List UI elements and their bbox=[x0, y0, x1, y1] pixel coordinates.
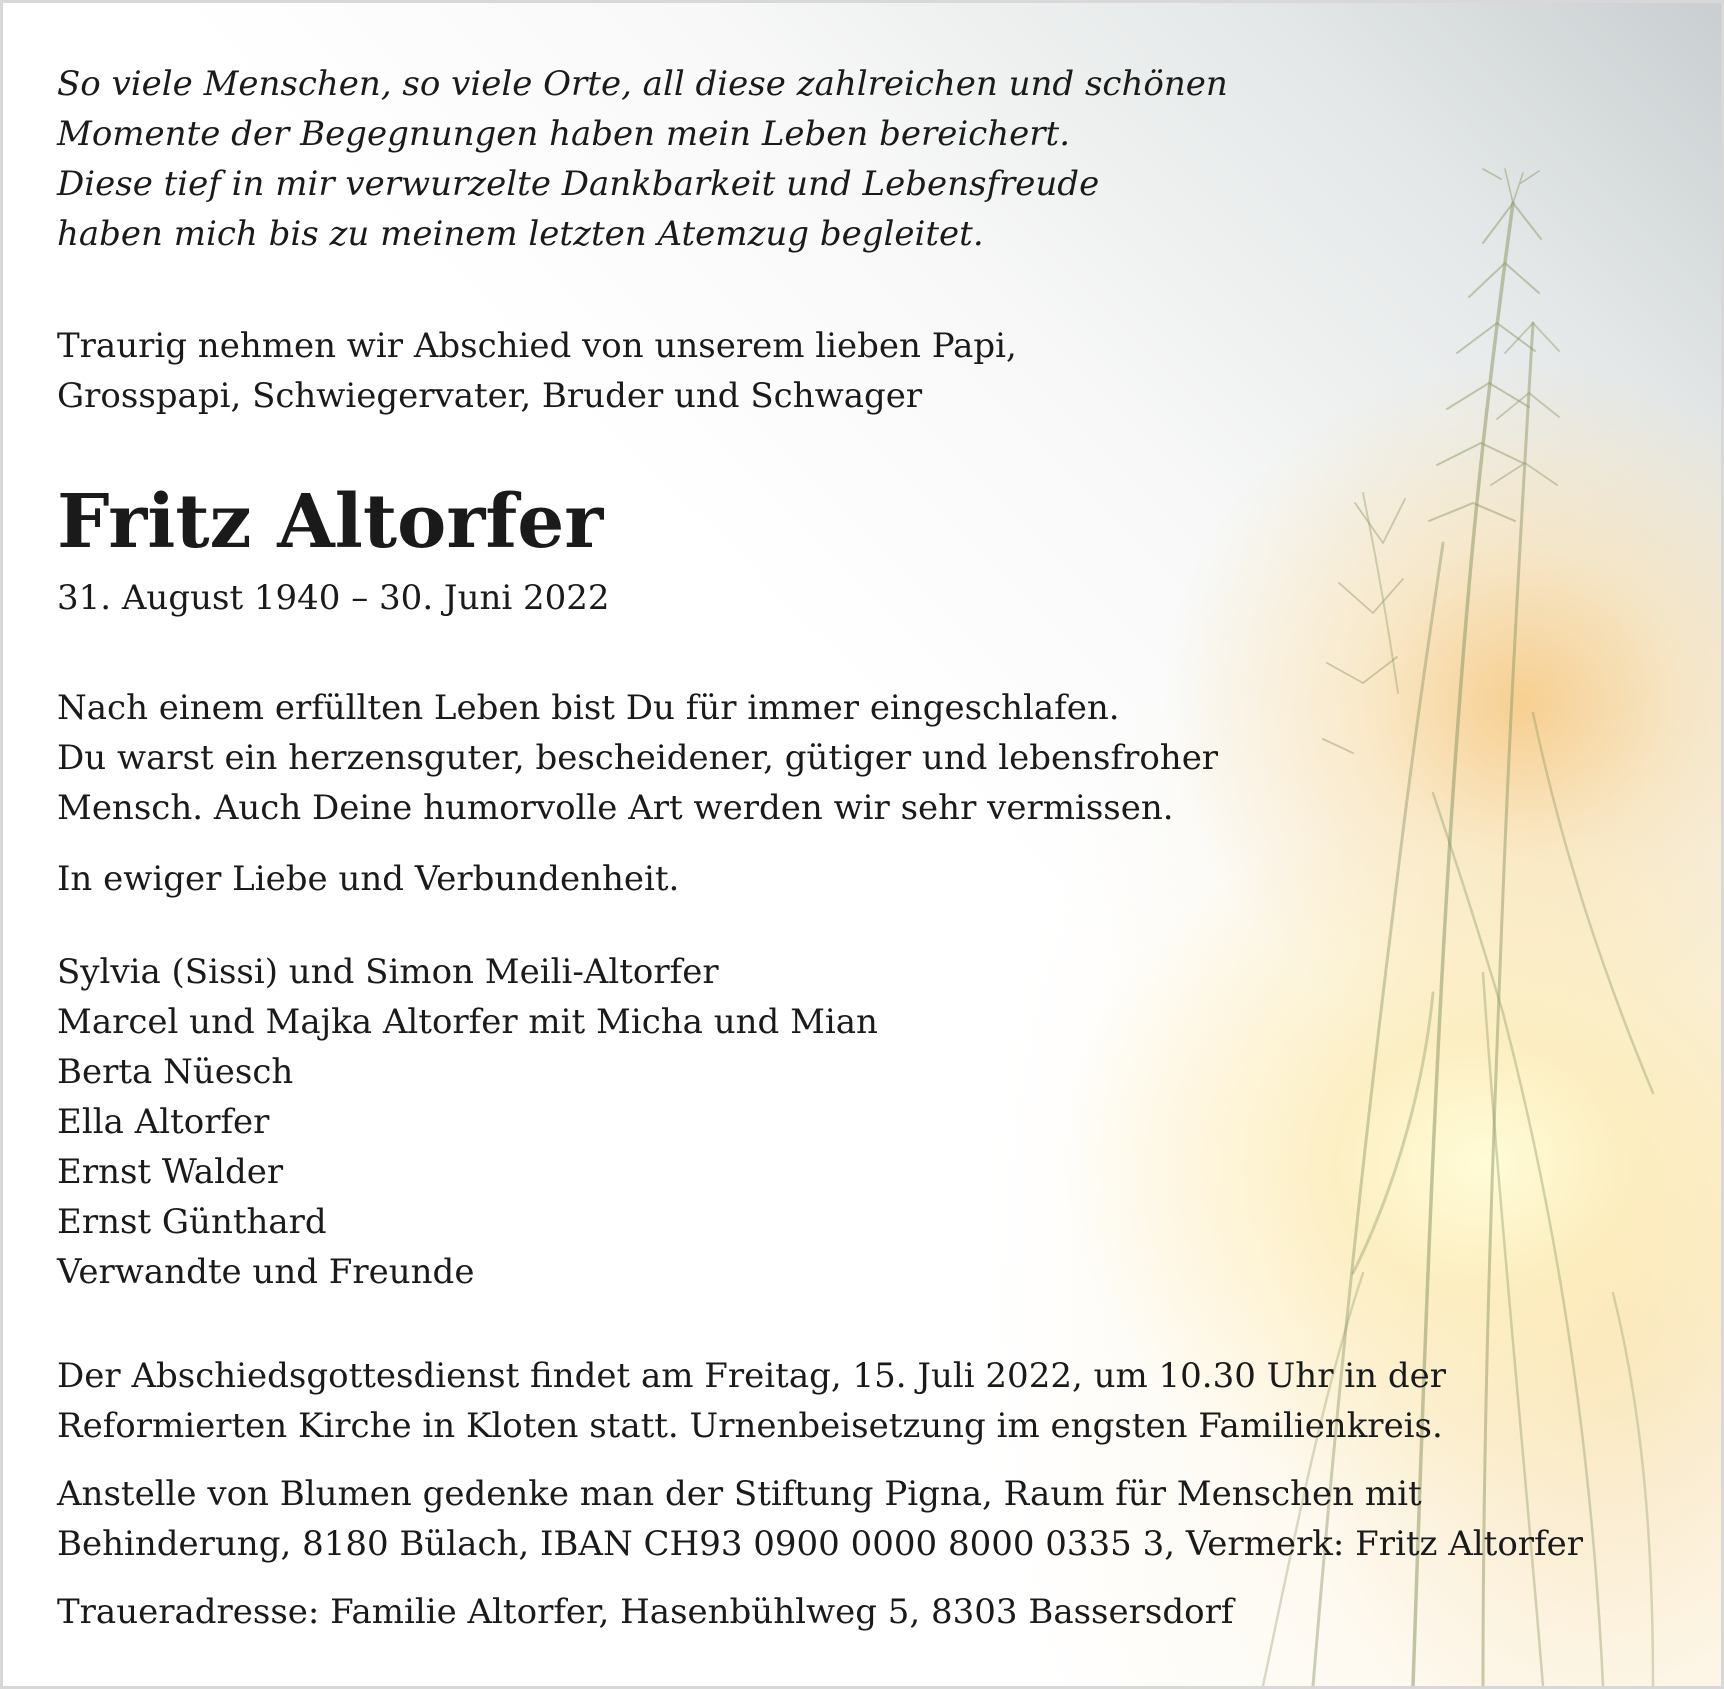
mourner-item: Sylvia (Sissi) und Simon Meili-Altorfer bbox=[57, 952, 719, 992]
mourning-address: Traueradresse: Familie Altorfer, Hasenbühlweg 5, 8303 Bassersdorf bbox=[57, 1592, 1234, 1632]
motto-line: Momente der Begegnungen haben mein Leben bereichert. bbox=[57, 114, 1071, 154]
motto-line: So viele Menschen, so viele Orte, all diese zahlreichen und schönen bbox=[57, 64, 1228, 104]
mourner-item: Verwandte und Freunde bbox=[57, 1252, 475, 1292]
intro-line: Grosspapi, Schwiegervater, Bruder und Schwager bbox=[57, 376, 923, 416]
motto-line: haben mich bis zu meinem letzten Atemzug begleitet. bbox=[57, 214, 984, 254]
motto-line: Diese tief in mir verwurzelte Dankbarkeit und Lebensfreude bbox=[57, 164, 1100, 204]
tribute-line: Du warst ein herzensguter, bescheidener, gütiger und lebensfroher bbox=[57, 738, 1219, 778]
mourner-item: Berta Nüesch bbox=[57, 1052, 294, 1092]
closing-line: In ewiger Liebe und Verbundenheit. bbox=[57, 859, 680, 899]
tribute-line: Mensch. Auch Deine humorvolle Art werden wir sehr vermissen. bbox=[57, 788, 1174, 828]
life-dates: 31. August 1940 – 30. Juni 2022 bbox=[57, 578, 610, 618]
mourners-list bbox=[57, 947, 878, 1297]
intro-line: Traurig nehmen wir Abschied von unserem lieben Papi, bbox=[57, 326, 1017, 366]
mourner-item: Ernst Günthard bbox=[57, 1202, 327, 1242]
deceased-name: Fritz Altorfer bbox=[57, 479, 604, 565]
tribute-paragraph bbox=[57, 683, 1218, 833]
obituary-card bbox=[3, 3, 1721, 1686]
motto-poem bbox=[57, 59, 1228, 259]
mourner-item: Ernst Walder bbox=[57, 1152, 284, 1192]
service-line: Der Abschiedsgottesdienst findet am Freitag, 15. Juli 2022, um 10.30 Uhr in der bbox=[57, 1356, 1446, 1396]
service-info bbox=[57, 1351, 1446, 1451]
donation-line: Behinderung, 8180 Bülach, IBAN CH93 0900 0000 8000 0335 3, Vermerk: Fritz Altorfer bbox=[57, 1524, 1584, 1564]
mourner-item: Ella Altorfer bbox=[57, 1102, 270, 1142]
donation-line: Anstelle von Blumen gedenke man der Stiftung Pigna, Raum für Menschen mit bbox=[57, 1474, 1422, 1514]
donation-info bbox=[57, 1469, 1583, 1569]
service-line: Reformierten Kirche in Kloten statt. Urnenbeisetzung im engsten Familienkreis. bbox=[57, 1406, 1443, 1446]
tribute-line: Nach einem erfüllten Leben bist Du für immer eingeschlafen. bbox=[57, 688, 1120, 728]
intro-paragraph bbox=[57, 321, 1017, 421]
mourner-item: Marcel und Majka Altorfer mit Micha und Mian bbox=[57, 1002, 878, 1042]
